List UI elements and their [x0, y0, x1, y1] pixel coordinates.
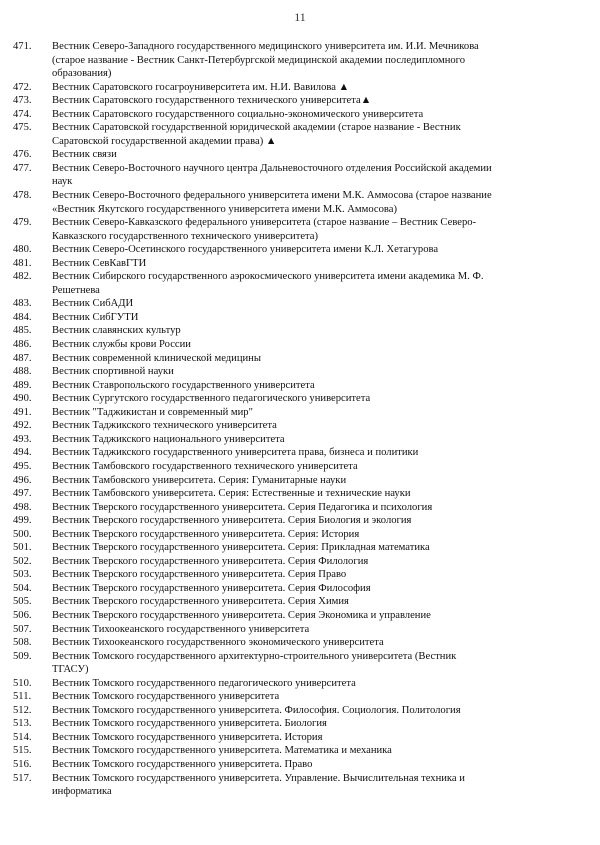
list-item	[0, 650, 600, 677]
entry-number: 488.	[13, 366, 32, 378]
list-item	[0, 311, 600, 325]
list-item	[0, 744, 600, 758]
list-item	[0, 419, 600, 433]
list-item	[0, 568, 600, 582]
list-item	[0, 636, 600, 650]
list-item	[0, 365, 600, 379]
entry-title: Вестник Тверского государственного университета. Серия Филология	[52, 555, 369, 567]
entry-number: 517.	[13, 772, 32, 784]
list-item	[0, 541, 600, 555]
entry-number: 503.	[13, 569, 32, 581]
entry-title: Вестник Саратовского государственного технического университета▲	[52, 95, 372, 107]
entry-title: Вестник службы крови России	[52, 339, 191, 351]
entry-title: Вестник Саратовской государственной юридической академии (старое название - Вестник Саратовской государственной академии права) ▲	[52, 122, 461, 147]
entry-number: 474.	[13, 108, 32, 120]
entry-title: Вестник Тамбовского университета. Серия: Гуманитарные науки	[52, 474, 347, 486]
entry-number: 486.	[13, 339, 32, 351]
list-item	[0, 121, 600, 148]
entry-number: 480.	[13, 244, 32, 256]
entry-number: 504.	[13, 582, 32, 594]
list-item	[0, 595, 600, 609]
entry-title: Вестник Саратовского госагроуниверситета им. Н.И. Вавилова ▲	[52, 81, 350, 93]
list-item	[0, 609, 600, 623]
entry-title: Вестник Северо-Западного государственного медицинского университета им. И.И. Мечникова (старое название - Вестник Санкт-Петербургской медицинской академии последипломного образования)	[52, 41, 479, 80]
list-item	[0, 528, 600, 542]
list-item	[0, 324, 600, 338]
list-item	[0, 162, 600, 189]
entry-title: Вестник Таджикского национального университета	[52, 433, 285, 445]
entry-title: Вестник Томского государственного университета. Математика и механика	[52, 745, 392, 757]
entry-number: 481.	[13, 257, 32, 269]
entry-title: Вестник Томского государственного университета. Право	[52, 758, 313, 770]
entry-title: Вестник современной клинической медицины	[52, 352, 261, 364]
list-item	[0, 338, 600, 352]
list-item	[0, 352, 600, 366]
list-item	[0, 257, 600, 271]
entry-number: 493.	[13, 433, 32, 445]
list-item	[0, 731, 600, 745]
entry-title: Вестник "Таджикистан и современный мир"	[52, 406, 253, 418]
list-item	[0, 446, 600, 460]
list-item	[0, 243, 600, 257]
entry-title: Вестник Тверского государственного университета. Серия Биология и экология	[52, 515, 412, 527]
entry-number: 510.	[13, 677, 32, 689]
list-item	[0, 108, 600, 122]
entry-number: 509.	[13, 650, 32, 662]
entry-number: 515.	[13, 745, 32, 757]
list-item	[0, 555, 600, 569]
entry-title: Вестник Таджикского технического университета	[52, 420, 277, 432]
list-item	[0, 514, 600, 528]
entry-title: Вестник Северо-Восточного федерального университета имени М.К. Аммосова (старое название «Вестник Якутского государственного университета имени М.К. Аммосова)	[52, 190, 492, 215]
entry-number: 514.	[13, 731, 32, 743]
entry-number: 475.	[13, 122, 32, 134]
entry-number: 471.	[13, 41, 32, 52]
list-item	[0, 94, 600, 108]
entry-number: 473.	[13, 95, 32, 107]
entry-number: 508.	[13, 637, 32, 649]
list-item	[0, 379, 600, 393]
entry-number: 494.	[13, 447, 32, 459]
entry-title: Вестник СибГУТИ	[52, 311, 139, 323]
entry-number: 497.	[13, 488, 32, 500]
entry-title: Вестник Тихоокеанского государственного экономического университета	[52, 637, 384, 649]
entry-number: 496.	[13, 474, 32, 486]
entry-title: Вестник спортивной науки	[52, 366, 174, 378]
entry-title: Вестник Северо-Осетинского государственного университета имени К.Л. Хетагурова	[52, 244, 439, 256]
entry-title: Вестник Тихоокеанского государственного университета	[52, 623, 310, 635]
entry-number: 495.	[13, 460, 32, 472]
entry-title: Вестник Тверского государственного университета. Серия Философия	[52, 582, 371, 594]
list-item	[0, 216, 600, 243]
list-item	[0, 582, 600, 596]
list-item	[0, 189, 600, 216]
list-item	[0, 677, 600, 691]
entry-title: Вестник Сибирского государственного аэрокосмического университета имени академика М. Ф. Решетнева	[52, 271, 484, 296]
entry-title: Вестник Северо-Кавказского федерального университета (старое название – Вестник Северо- Кавказского государственного технического университета)	[52, 217, 477, 242]
list-item	[0, 623, 600, 637]
entry-number: 506.	[13, 609, 32, 621]
entry-title: Вестник славянских культур	[52, 325, 181, 337]
entry-number: 476.	[13, 149, 32, 161]
list-item	[0, 758, 600, 772]
list-item	[0, 433, 600, 447]
entry-number: 516.	[13, 758, 32, 770]
entry-number: 513.	[13, 718, 32, 730]
journal-list	[0, 40, 600, 799]
entry-number: 482.	[13, 271, 32, 283]
entry-title: Вестник Томского государственного университета. Управление. Вычислительная техника и информатика	[52, 772, 465, 798]
list-item	[0, 297, 600, 311]
entry-title: Вестник Тверского государственного университета. Серия Химия	[52, 596, 349, 608]
entry-number: 485.	[13, 325, 32, 337]
entry-number: 477.	[13, 162, 32, 174]
entry-title: Вестник СибАДИ	[52, 298, 134, 310]
list-item	[0, 40, 600, 81]
entry-number: 483.	[13, 298, 32, 310]
entry-number: 500.	[13, 528, 32, 540]
entry-title: Вестник Томского государственного архитектурно-строительного университета (Вестник ТГАСУ)	[52, 650, 457, 676]
entry-number: 492.	[13, 420, 32, 432]
entry-title: Вестник связи	[52, 149, 117, 161]
list-item	[0, 81, 600, 95]
list-item	[0, 717, 600, 731]
entry-number: 484.	[13, 311, 32, 323]
entry-title: Вестник Тверского государственного университета. Серия: Прикладная математика	[52, 542, 430, 554]
entry-title: Вестник Томского государственного университета. Философия. Социология. Политология	[52, 704, 461, 716]
entry-number: 512.	[13, 704, 32, 716]
entry-title: Вестник СевКавГТИ	[52, 257, 147, 269]
entry-number: 505.	[13, 596, 32, 608]
entry-number: 499.	[13, 515, 32, 527]
list-item	[0, 460, 600, 474]
entry-title: Вестник Томского государственного педагогического университета	[52, 677, 356, 689]
entry-number: 502.	[13, 555, 32, 567]
list-item	[0, 487, 600, 501]
list-item	[0, 474, 600, 488]
list-item	[0, 704, 600, 718]
entry-number: 511.	[13, 691, 32, 703]
entry-number: 487.	[13, 352, 32, 364]
entry-title: Вестник Тамбовского университета. Серия: Естественные и технические науки	[52, 488, 411, 500]
entry-number: 491.	[13, 406, 32, 418]
entry-title: Вестник Тверского государственного университета. Серия Право	[52, 569, 347, 581]
entry-title: Вестник Томского государственного университета. История	[52, 731, 323, 743]
entry-title: Вестник Томского государственного университета. Биология	[52, 718, 327, 730]
entry-title: Вестник Тверского государственного университета. Серия: История	[52, 528, 360, 540]
entry-title: Вестник Саратовского государственного социально-экономического университета	[52, 108, 424, 120]
entry-number: 478.	[13, 190, 32, 202]
list-item	[0, 406, 600, 420]
entry-number: 490.	[13, 393, 32, 405]
list-item	[0, 772, 600, 799]
list-item	[0, 501, 600, 515]
entry-title: Вестник Тамбовского государственного технического университета	[52, 460, 358, 472]
entry-title: Вестник Северо-Восточного научного центра Дальневосточного отделения Российской академии наук	[52, 162, 492, 188]
entry-number: 472.	[13, 81, 32, 93]
entry-title: Вестник Сургутского государственного педагогического университета	[52, 393, 371, 405]
entry-title: Вестник Тверского государственного университета. Серия Педагогика и психология	[52, 501, 433, 513]
entry-title: Вестник Тверского государственного университета. Серия Экономика и управление	[52, 609, 431, 621]
entry-number: 479.	[13, 217, 32, 229]
entry-title: Вестник Томского государственного университета	[52, 691, 280, 703]
list-item	[0, 148, 600, 162]
entry-number: 501.	[13, 542, 32, 554]
entry-title: Вестник Ставропольского государственного университета	[52, 379, 315, 391]
entry-number: 507.	[13, 623, 32, 635]
entry-title: Вестник Таджикского государственного университета права, бизнеса и политики	[52, 447, 419, 459]
list-item	[0, 690, 600, 704]
entry-number: 498.	[13, 501, 32, 513]
list-item	[0, 270, 600, 297]
entry-number: 489.	[13, 379, 32, 391]
page-number: 11	[294, 10, 306, 24]
list-item	[0, 392, 600, 406]
